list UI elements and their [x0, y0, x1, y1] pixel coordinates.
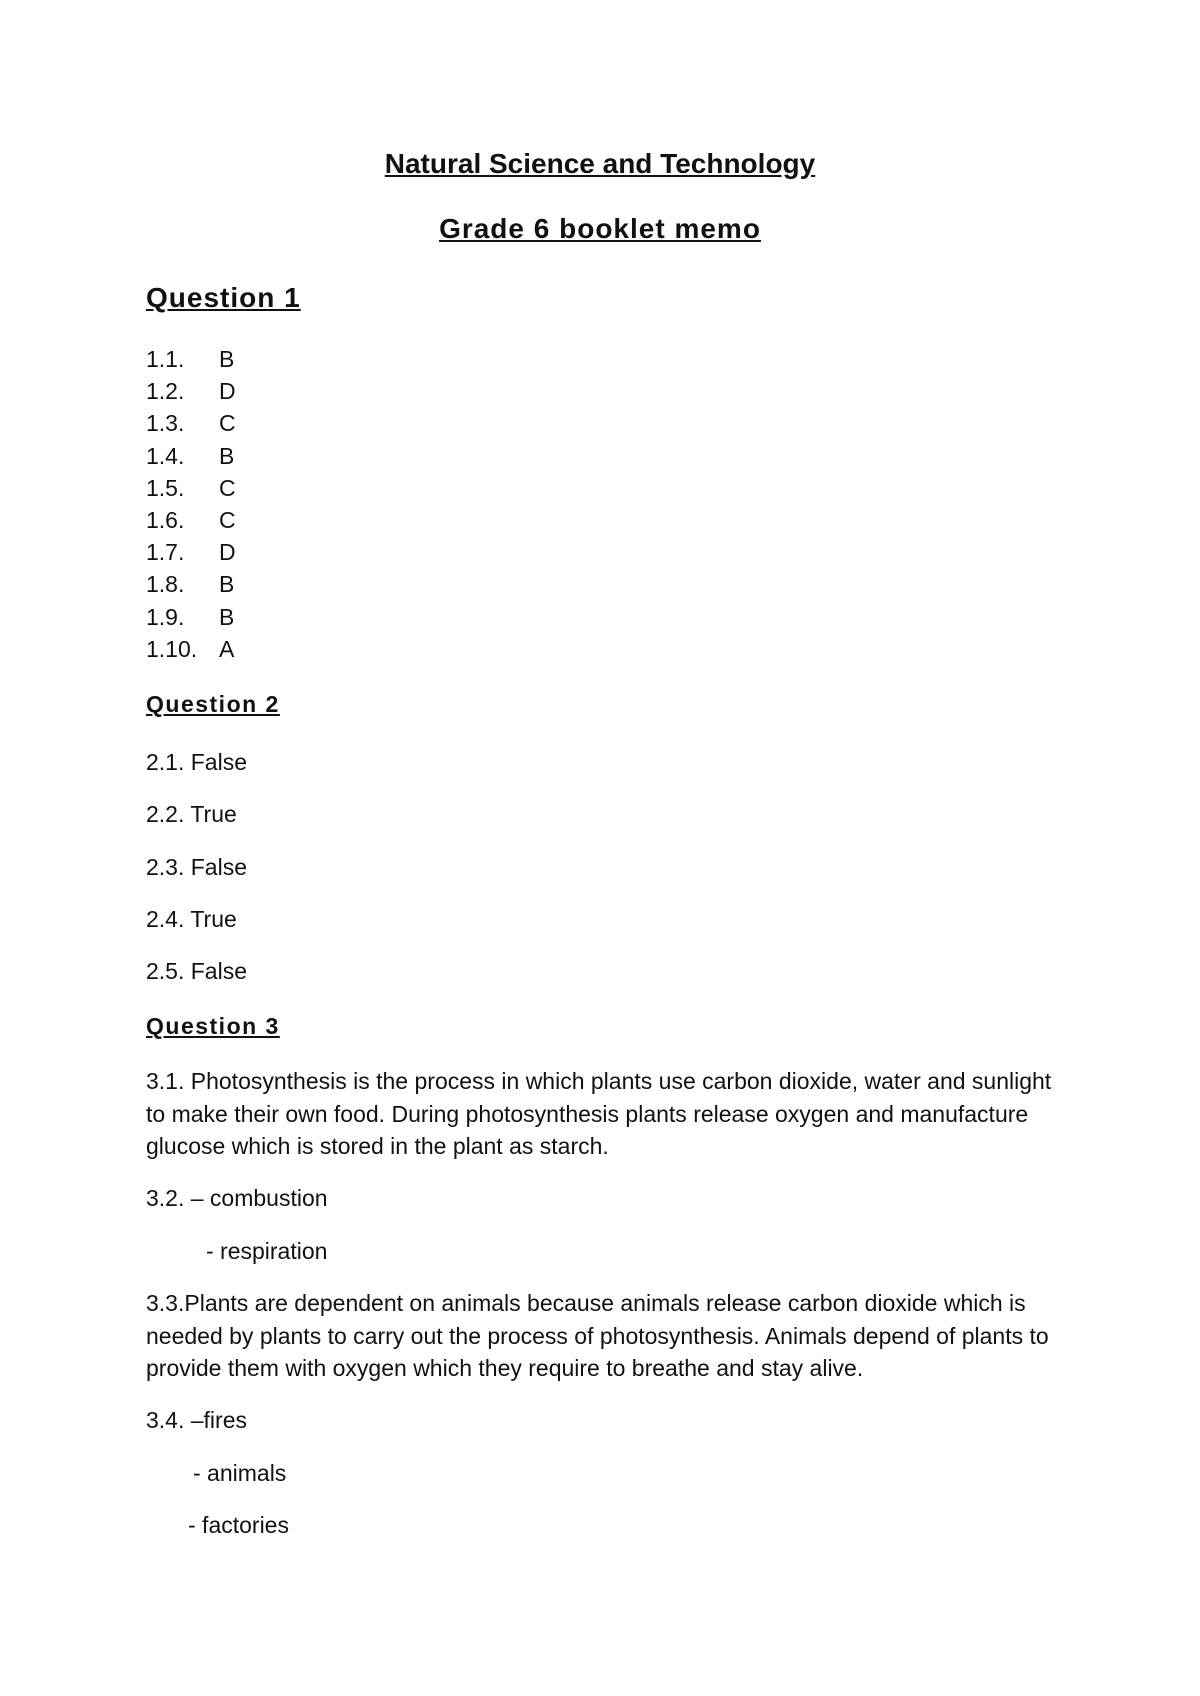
- answer-3-3: 3.3.Plants are dependent on animals because animals release carbon dioxide which is needed by plants to carry out the process of photosynthesis. Animals depend of plants to provide them with oxygen which they require to breathe and stay alive.: [146, 1290, 1049, 1381]
- answer-number: 1.1.: [146, 346, 185, 372]
- answer-letter: A: [219, 635, 235, 662]
- answer-3-4-line-3: - factories: [188, 1512, 289, 1538]
- answer-number: 1.2.: [146, 378, 185, 405]
- answer-number: 1.9.: [146, 603, 185, 630]
- document-title: Natural Science and Technology: [384, 148, 816, 179]
- answer-letter: B: [219, 603, 235, 630]
- answer-letter: D: [219, 539, 236, 566]
- answer-1-3: [146, 407, 236, 439]
- answer-1-1: [146, 343, 236, 375]
- answer-1-7: [146, 536, 236, 568]
- question-1-answer-list: [146, 343, 236, 665]
- answer-2-3: 2.3. False: [146, 854, 247, 880]
- document-subtitle: Grade 6 booklet memo: [439, 213, 761, 244]
- answer-2-5: 2.5. False: [146, 958, 247, 984]
- answer-1-4: [146, 440, 236, 472]
- answer-1-5: [146, 472, 236, 504]
- answer-number: 1.5.: [146, 474, 185, 501]
- answer-2-1: 2.1. False: [146, 749, 247, 775]
- question-3-heading: Question 3: [146, 1013, 280, 1039]
- answer-letter: B: [219, 442, 235, 469]
- answer-1-9: [146, 601, 236, 633]
- answer-3-1: 3.1. Photosynthesis is the process in which plants use carbon dioxide, water and sunlight to make their own food. During photosynthesis plants release oxygen and manufacture glucose which is stored in the plant as starch.: [146, 1068, 1052, 1159]
- answer-letter: B: [219, 571, 235, 598]
- answer-1-2: [146, 375, 236, 407]
- answer-3-4-line-1: 3.4. –fires: [146, 1407, 247, 1433]
- question-1-heading: Question 1: [146, 282, 301, 313]
- answer-3-2-line-2: - respiration: [206, 1238, 328, 1264]
- answer-2-2: 2.2. True: [146, 801, 237, 827]
- answer-letter: C: [219, 474, 236, 501]
- answer-letter: C: [219, 410, 236, 437]
- answer-letter: C: [219, 506, 236, 533]
- question-2-heading: Question 2: [146, 691, 280, 717]
- answer-2-4: 2.4. True: [146, 906, 237, 932]
- answer-number: 1.3.: [146, 410, 185, 437]
- answer-number: 1.7.: [146, 539, 185, 566]
- answer-number: 1.4.: [146, 442, 185, 469]
- answer-letter: D: [219, 378, 236, 405]
- answer-number: 1.10.: [146, 635, 198, 662]
- answer-1-10: [146, 633, 236, 665]
- answer-3-4-line-2: - animals: [193, 1460, 287, 1486]
- answer-1-6: [146, 504, 236, 536]
- answer-1-8: [146, 568, 236, 600]
- answer-number: 1.8.: [146, 571, 185, 598]
- answer-letter: B: [219, 346, 235, 372]
- answer-number: 1.6.: [146, 506, 185, 533]
- answer-3-2-line-1: 3.2. – combustion: [146, 1185, 328, 1211]
